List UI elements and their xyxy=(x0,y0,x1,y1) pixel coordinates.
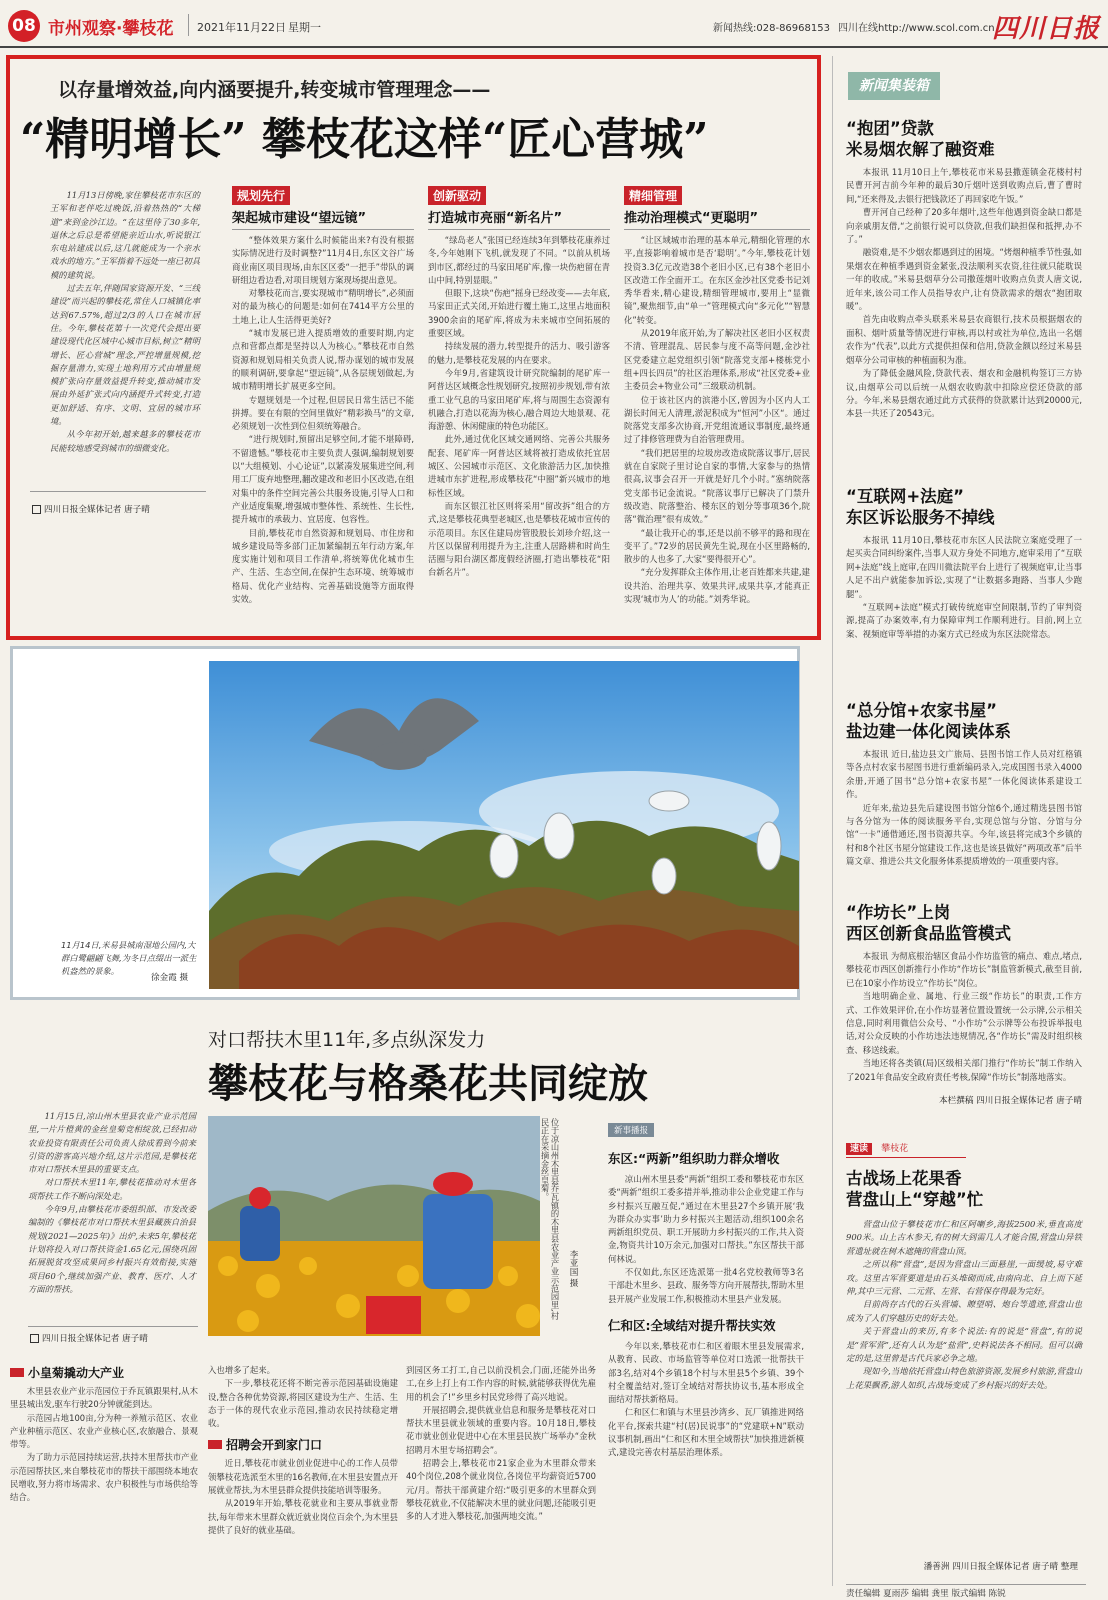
body-para: “进行规划时,预留出足够空间,才能不堪障碍,不留遗憾。”攀枝花市主要负责人强调,编制规划要以“大组模划、小心论证”,以紧凑发展集进空间,利用工厂废弃地整理,翻改建改和老旧小区改造,在组对集中的条件空间完善公共服务设施,引导人口和产业适度集聚,增强城市整体性、系统性、生长性,提升城市的承载力、宜居度、包容性。 xyxy=(232,434,414,525)
body-para: 目前,攀枝花市自然资源和规划局、市住房和城乡建设局等多部门正加紧编制五年行动方案,年度实施计划和项目工作清单,将统筹优化城市生产、生活、生态空间,在保护生态环境、统筹城市格局、优化产业结构、完善基础设施等方面取得实效。 xyxy=(232,527,414,605)
sidebar-item-title-1: “总分馆+农家书屋” xyxy=(846,701,998,720)
body-para: 不仅如此,东区还选派第一批4名党校教师等3名干部赴木里乡、县政、服务等方向开展帮扶,帮助木里县开展产业发展工作,积极推动木里县产业发展。 xyxy=(608,1267,804,1304)
sub2-title: 招聘会开到家门口 xyxy=(226,1438,323,1453)
body-para: 位于该社区内的滨港小区,曾因为小区内人工湖长时间无人清理,淤泥积成为“恒河”小区“。通过院落党支部多次协商,开党组流通议事制度,最终通过了排修管理费为自治管理费用。 xyxy=(624,394,810,445)
section-title: 推动治理模式“更聪明” xyxy=(624,207,810,230)
sidebar-header-tag: 新闻集装箱 xyxy=(848,72,940,100)
sub2-heading xyxy=(208,1436,398,1453)
special-title-2: 营盘山上“穿越”忙 xyxy=(846,1190,984,1209)
third-body xyxy=(406,1364,596,1524)
sidebar-item-body xyxy=(846,950,1082,1092)
lead-section-3 xyxy=(624,185,810,635)
body-para: 木里县农业产业示范园位于乔瓦镇跟果村,从木里县城出发,驱车行驶20分钟就能到达。 xyxy=(10,1386,198,1410)
body-para: 目前尚存古代的石头营墙、瞭望哨、炮台等遗迹,营盘山也成为了人们穿越历史的好去处。 xyxy=(846,1299,1082,1323)
body-para: 当地还将各类镇(局)区级相关部门推行“作坊长”制工作纳入了2021年食品安全政府责任考核,保障“作坊长”制落地落实。 xyxy=(846,1058,1082,1082)
body-para: “充分发挥群众主体作用,让老百姓都来共建,建设共治、治理共享、效果共评,成果共享,才能真正实现‘城市为人’的功能。”刘秀华说。 xyxy=(624,567,810,605)
issue-weekday: 星期一 xyxy=(288,21,321,34)
body-para: 从2019年底开始,为了解决社区老旧小区权责不清、管理混乱、居民参与度不高等问题,金沙社区党委建立起党组织引领“院落党支部+楼栋党小组+四长四员”的社区治理体系,形成“社区党委+业主委员会+物业公司”三级联动机制。 xyxy=(624,328,810,392)
sidebar-byline: 本栏撰稿 四川日报全媒体记者 唐子晴 xyxy=(939,1096,1082,1106)
body-para: 本报讯 为彻底根治辖区食品小作坊监管的痛点、难点,堵点,攀枝花市西区创新推行小作坊“作坊长”制监管新模式,截至目前,已在10家小作坊设立“作坊长”岗位。 xyxy=(846,951,1082,988)
third-column xyxy=(406,1364,596,1600)
newspaper-logo: 四川日报 xyxy=(992,14,1101,44)
header-divider xyxy=(188,14,189,36)
sidebar-item-body xyxy=(846,748,1082,869)
body-para: 曹开河自己经种了20多年烟叶,这些年他遇到资金缺口都是向亲戚朋友借,“之前银行说可以贷款,但我们缺担保和抵押,办不了。” xyxy=(846,207,1082,245)
col4a-body xyxy=(608,1173,804,1306)
section-name: 市州观察·攀枝花 xyxy=(48,19,174,39)
body-para: 入也增多了起来。 xyxy=(208,1365,275,1375)
body-para: 持续发展的潜力,转型提升的活力、吸引游客的魅力,是攀枝花发展的内在要求。 xyxy=(428,341,610,365)
online-url: 四川在线http://www.scol.com.cn xyxy=(838,23,995,34)
body-para: “互联网+法庭”模式打破传统庭审空间限制,节约了审判资源,提高了办案效率,有力保障审判工作顺利进行。目前,网上立案、视频庭审等举措的办案方式已经成为东区法院常态。 xyxy=(846,602,1082,639)
sidebar-item-title-2: 东区诉讼服务不掉线 xyxy=(846,508,995,527)
lead-intro-para: 从今年初开始,越来越多的攀枝花市民能较地感受到城市的细微变化。 xyxy=(50,429,200,453)
body-para: 本报讯 11月10日,攀枝花市东区人民法院立案庭受理了一起买卖合同纠纷案件,当事人双方身处不同地方,庭审采用了“互联网+法庭”线上庭审,在四川微法院平台上进行了视频庭审,让当事人足不出户就能参加诉讼,实现了“让数据多跑路、当事人少跑腿”。 xyxy=(846,535,1082,599)
lead-intro xyxy=(50,189,200,455)
body-para: 融资难,是不少烟农都遇到过的困境。“烤烟种植季节性强,如果烟农在种植季遇到资金紧张,没法顺利买农资,往往就只能耽误一年的收成。”米易县烟草分公司撒莲烟叶收购点负责人唐文说,近年来,该公司工作人员指导农户,让有贷款需求的烟农“抱团取暖”。 xyxy=(846,247,1082,312)
sidebar-item-title-2: 西区创新食品监管模式 xyxy=(846,924,1011,943)
special-item xyxy=(846,1136,1082,1556)
body-para: 关于营盘山的来历,有多个说法:有的说是“营盘”,有的说是“营军营”,还有人认为是“盐营”,史料说法各不相同。但可以确定的是,这里曾是古代兵家必争之地。 xyxy=(846,1326,1082,1364)
body-para: 凉山州木里县委“两新”组织工委和攀枝花市东区委“两新”组织工委多措并举,推动非公企业党建工作与乡村振兴互融互促,“通过在木里县27个乡镇开展‘我为群众办实事’助力乡村振兴主题活动,组织100余名两新组织党员、职工开展助力乡村振兴的工作,共入资金,物资共计10万余元,加强对口帮扶。”东区帮扶干部何林说。 xyxy=(608,1174,804,1264)
body-para: 仁和区仁和镇与木里县沙湾乡、瓦厂镇推进网络化平台,探索共建“村(居)民说事”的“党建联+N”联动议事机制,画出“仁和区和木里全域帮扶”加快推进新模式,建设完善农村基层治理体系。 xyxy=(608,1407,804,1458)
chrysanthemum-photo xyxy=(208,1116,540,1336)
body-para: 而东区银江社区则将采用“留改拆”组合的方式,这是攀枝花典型老城区,也是攀枝花城市宣传的示范项目。东区住建局房管股股长刘珍介绍,这一片区以保留利用提升为主,注重人居路耕和时尚生活圈与阳台湖区都度假经济圈,打造出攀枝花“阳台新名片”。 xyxy=(428,500,610,578)
body-para: 本报讯 11月10日上午,攀枝花市米易县撒莲镇金花楼村村民曹开河吉前今年种的最后30斤烟叶送到收购点后,曹了曹时间,“还来得及,去银行把钱款还了再回家吃午饭。” xyxy=(846,167,1082,204)
body-para: 此外,通过优化区域交通网络、完善公共服务配套、尾矿库一阿普达区域将被打造成依托宜居城区、公园城市示范区、文化旅游活力区,加快推进城市东扩进程,形成攀枝花“中圈”新兴城市的地标性区域。 xyxy=(428,434,610,498)
page-number-badge: 08 xyxy=(8,10,40,42)
body-para: 现如今,当地依托营盘山特色旅游资源,发展乡村旅游,营盘山上花果飘香,游人如织,古战场变成了乡村振兴的好去处。 xyxy=(846,1366,1082,1390)
body-para: 之所以称“营盘”,是因为营盘山三面悬崖,一面缓坡,易守难攻。这里古军营要道是由石头堆砌而成,由南向北、自上而下延伸,其中三元营、二元营、左营、右营保存得最为完好。 xyxy=(846,1259,1082,1297)
sub1-block xyxy=(10,1364,198,1600)
lead-intro-para: 过去五年,伴随国家资源开发、“三线建设”而兴起的攀枝花,常住人口城镇化率达到67.57%,超过2/3的人口在城市居住。今年,攀枝花第十一次党代会提出要建设现代化区域中心城市目标,树立“精明增长、匠心营城”理念,严控增量规模,挖掘存量潜力,实现土地利用方式由增量规模扩张向存量效益提升转变,推动城市发展由外延扩张式向内涵提升式转变,打造更加舒适、有序、文明、宜居的城市环境。 xyxy=(50,283,200,427)
sidebar-item-2 xyxy=(846,486,1082,678)
story2-headline: 攀枝花与格桑花共同绽放 xyxy=(208,1060,648,1107)
sidebar-item-1 xyxy=(846,118,1082,468)
story2-kicker: 对口帮扶木里11年,多点纵深发力 xyxy=(208,1029,486,1051)
body-para: 但眼下,这块“伤疤”摇身已经改变——去年底,马家田正式关闭,开始进行覆土施工,这里占地面积3900余亩的尾矿库,将成为未来城市空间拓展的重要区域。 xyxy=(428,288,610,339)
lead-intro-para: 11月13日傍晚,家住攀枝花市东区的王军和老伴吃过晚饭,沿着热热的“大梯道”来到金沙江边。“在这里待了30多年,退休之后总是希望能亲近山水,听说银江东电站建成以后,这几就能成为一个亲水戏水的地方。”王军指着不远处一座已初具模的建筑说。 xyxy=(50,190,200,280)
sidebar-item-title-2: 米易烟农解了融资难 xyxy=(846,140,995,159)
sidebar-item-4 xyxy=(846,902,1082,1114)
section-tag: 精细管理 xyxy=(624,186,682,205)
body-para: “让区域城市治理的基本单元,精细化管理的水平,直接影响着城市是否‘聪明’。”今年,攀枝花计划投资3.3亿元改造38个老旧小区,已有38个老旧小区改造工作全面开工。在东区金沙社区党委书记刘秀华看来,精心建设,精细管理城市,要用上“显微镜”,聚焦细节,由“单一”管理模式向“多元化”“智慧化”转变。 xyxy=(624,235,810,325)
intro-para: 今年9月,由攀枝花市委组织部、市发改委编制的《攀枝花市对口帮扶木里县藏族自治县规划(2021—2025年)》出炉,未来5年,攀枝花计划将投入对口帮扶资金1.65亿元,围绕巩固拓展脱贫攻坚成果同乡村振兴有效衔接,实施项目60个,继续加强产业、教育、医疗、人才方面的帮扶。 xyxy=(28,1204,196,1294)
section-tag: 创新驱动 xyxy=(428,186,486,205)
special-tag: 速读 xyxy=(846,1143,872,1155)
story2-intro xyxy=(28,1110,196,1325)
body-para: 为了降低金融风险,贷款代表、烟农和金融机构签订三方协议,由烟草公司以后统一从烟农收购款中扣除应偿还贷款的部分。今年,米易县烟农通过此方式获得的贷款累计达到20000元,本县一共还了20543元。 xyxy=(846,368,1082,419)
body-para: 对攀枝花而言,要实现城市“精明增长”,必须面对的最为核心的问题是:如何在7414平方公里的土地上,让人生活得更美好? xyxy=(232,288,414,325)
body-para: 从2019年开始,攀枝花就业和主要从事就业帮扶,每年带来木里群众就近就业岗位百余个,为木里县提供了良好的就业基础。 xyxy=(208,1498,398,1535)
lead-kicker: 以存量增效益,向内涵要提升,转变城市管理理念—— xyxy=(58,79,491,101)
page-footer: 责任编辑 夏雨莎 编辑 龚里 版式编辑 陈锐 xyxy=(846,1584,1086,1599)
sub1-body xyxy=(10,1385,198,1505)
sub1-title: 小皇菊撬动大产业 xyxy=(28,1366,125,1380)
sidebar-item-title-1: “抱团”贷款 xyxy=(846,119,934,138)
lead-story-box xyxy=(6,55,821,640)
body-para: “我们把居里的垃圾房改造成院落议事厅,居民就在自家院子里讨论自家的事情,大家参与的热情很高,议事会召开一开就是好几个小时。”塞纳院落党支部书记金流说。“院落议事厅已解决了门禁升级改造、院落整治、楼东区的划分等事项36个,院落“微治理”很有成效。” xyxy=(624,447,810,525)
special-title-1: 古战场上花果香 xyxy=(846,1169,962,1188)
body-para: 到园区务工打工,自己以前没机会,门面,还能外出务工,在乡上打上有工作内容的时候,就能够获得优先雇用的机会了!”乡里乡村民党珍得了高兴地说。 xyxy=(406,1365,596,1402)
special-byline: 潘善洲 四川日报全媒体记者 唐子晴 整理 xyxy=(923,1562,1078,1572)
body-para: 开展招聘会,提供就业信息和服务是攀枝花对口帮扶木里县就业领域的重要内容。10月18日,攀枝花市就业创业促进中心在木里县民族广场举办“金秋招聘月木里专场招聘会”。 xyxy=(406,1404,596,1455)
body-para: 为了助力示范园持续运营,扶持木里帮扶市产业示范园帮扶区,来自攀枝花市的帮扶干部围绕本地农民增收,努力将市场需求、农户积极性与市场供给等结合。 xyxy=(10,1452,198,1503)
photo-frame xyxy=(10,646,800,1000)
special-body xyxy=(846,1218,1082,1392)
section-body xyxy=(624,234,810,606)
page-header xyxy=(0,0,1108,48)
intro-para: 对口帮扶木里11年,攀枝花推动对木里各项帮扶工作不断向深处走。 xyxy=(28,1177,196,1201)
sub1-heading xyxy=(10,1364,198,1381)
mid-body xyxy=(208,1364,398,1430)
story2-byline: 四川日报全媒体记者 唐子晴 xyxy=(30,1332,148,1344)
body-para: 近年来,盐边县先后建设图书馆分馆6个,通过精选县图书馆与各分馆为一体的阅读服务平台,实现总馆与分馆、分馆与分馆“一卡”通借通还,图书资源共享。今年,该县将完成3个乡镇的村和8个社区书屋分馆建设工作,这也是该县做好“两项改革”后半篇文章、推进公共文化服务体系提质增效的一项重要内容。 xyxy=(846,802,1082,867)
sub2-body xyxy=(208,1457,398,1537)
special-tag-2: 攀枝花 xyxy=(881,1144,909,1154)
lead-section-2 xyxy=(428,185,610,635)
issue-date: 2021年11月22日 xyxy=(197,21,286,34)
body-para: 今年以来,攀枝花市仁和区着眼木里县发展需求,从教育、民政、市场监管等单位对口选派一批帮扶干部3名,结对4个乡镇18个村与木里县5个乡镇、39个村全覆盖结对,签订全域结对帮扶协议书,基本形成全面结对帮扶新格局。 xyxy=(608,1340,804,1405)
body-para: “绿岛老人”张国已经连续3年到攀枝花康养过冬,今年她刚下飞机,就发现了不同。“以前从机场到市区,都经过的马家田尾矿库,像一块伤疤留在青山中间,特别显眼。” xyxy=(428,235,610,285)
body-para: 招聘会上,攀枝花市21家企业为木里群众带来40个岗位,208个就业岗位,各岗位平均薪资近5700元/月。帮扶干部黄建介绍:“吸引更多的木里群众到攀枝花就业,不仅能解决木里的就业问题,还能吸引更多的人才进入攀枝花,加强两地交流。” xyxy=(406,1458,596,1522)
section-body xyxy=(232,234,414,606)
col4b-title: 仁和区:全域结对提升帮扶实效 xyxy=(608,1317,776,1333)
body-para: 当地明确企业、属地、行业三级“作坊长”的职责,工作方式、工作效果评价,在小作坊显著位置设置统一公示牌,公示相关信息,同时利用微信公众号、“小作坊”公示牌等公布投诉举报电话,对公众反映的小作坊违法违规情况,各“作坊长”需及时组织核查、移送线索。 xyxy=(846,991,1082,1055)
lead-headline: “精明增长” 攀枝花这样“匠心营城” xyxy=(20,114,709,165)
lead-byline: 四川日报全媒体记者 唐子晴 xyxy=(32,503,150,515)
sidebar-item-3 xyxy=(846,700,1082,880)
story2-rule xyxy=(28,1326,198,1327)
photo2-caption: 位于凉山州木里县乔瓦镇的木里县农业产业示范园里,村民正在采摘金丝皇菊。 xyxy=(540,1118,560,1320)
body-para: “整体效果方案什么时候能出来?有没有根据实际情况进行及时调整?”11月4日,东区文谷广场商业南区项目现场,由东区区委“一把手”带队的调研组边看边看,对项目规划方案现场提出意见。 xyxy=(232,235,414,285)
lead-section-1 xyxy=(232,185,414,635)
body-para: “最让我开心的事,还是以前不够平的路和现在变平了。”72岁的居民黄先生说,现在小区里路畅的,散步的人也多了,大家“要得很开心”。 xyxy=(624,527,810,565)
body-para: 示范园占地100亩,分为种一养殖示范区、农业产业种植示范区、农业产业核心区,农旅融合、景观带等。 xyxy=(10,1412,198,1450)
body-para: 近日,攀枝花市就业创业促进中心的工作人员带领攀枝花选派至木里的16名教师,在木里县安置点开展就业帮扶,为木里县群众提供技能培训等服务。 xyxy=(208,1458,398,1496)
news-flash-tag: 新事播报 xyxy=(608,1123,654,1137)
intro-rule xyxy=(30,491,206,492)
body-para: “城市发展已进入提质增效的重要时期,内定点和营都点都是坚持以人为核心。”攀枝花市自然资源和规划局相关负责人说,帮办谋划的城市发展的顺利调研,要拿起“望远镜”,从各层规划做起,为城市精明增长扩展更多空间。 xyxy=(232,328,414,392)
sidebar-item-title-2: 盐边建一体化阅读体系 xyxy=(846,722,1011,741)
body-para: 今年9月,省建筑设计研究院编制的尾矿库一阿普达区域概念性规划研究,按照初步规划,带有浓重工业气息的马家田尾矿库,将与周围生态资源有机融合,打造以花海为核心,融合周边大地景观、花海游憩、休闲健康的特色功能区。 xyxy=(428,367,610,432)
section-tag: 规划先行 xyxy=(232,186,290,205)
photo-caption: 11月14日,米易县城南湿地公园内,大群白鹭翩翩飞舞,为冬日点缀出一派生机盎然的景象。 xyxy=(61,940,197,976)
body-para: 首先由收购点牵头联系米易县农商银行,技术员根据烟农的面积、烟叶质量等情况进行审核,再以村或社为单位,选出一名烟农作为“代表”,以此方式提供担保和信用,贷款金额以经过米易县烟草分公司审核的种植面积为准。 xyxy=(846,314,1082,365)
intro-para: 11月15日,凉山州木里县农业产业示范园里,一片片橙黄的金丝皇菊竞相绽放,已经扣动农业投资有限责任公司负责人徐成看到今前来引资的游客高兴地介绍,这片示范园,是攀枝花市对口帮扶木里县的重要支点。 xyxy=(28,1111,196,1175)
special-tag-row xyxy=(846,1136,966,1158)
body-para: 本报讯 近日,盐边县文广旅局、县图书馆工作人员对红格镇等各点村农家书屋图书进行重新编码录入,完成国图书录入4000余册,开通了国书“总分馆+农家书屋”一体化阅读体系建设工作。 xyxy=(846,749,1082,800)
section-body xyxy=(428,234,610,580)
story2-right-column xyxy=(608,1118,804,1600)
sidebar-rule xyxy=(832,56,833,1586)
sidebar-item-title-1: “互联网+法庭” xyxy=(846,487,965,506)
sidebar-item-body xyxy=(846,534,1082,641)
col4b-body xyxy=(608,1340,804,1460)
mid-column xyxy=(208,1364,398,1600)
photo2-credit: 李亚国 摄 xyxy=(568,1250,578,1288)
body-para: 专题规划是一个过程,但居民日常生活已不能拼搏。要在有限的空间里做好“精彩换马”的文章,必须规划一次性到位但须统筹融合。 xyxy=(232,394,414,432)
section-title: 打造城市亮丽“新名片” xyxy=(428,207,610,230)
body-para: 营盘山位于攀枝花市仁和区阿喇乡,海拔2500米,垂直高度900米。山上古木参天,有的树大到需几人才能合围,营盘山异铁营遗址就在树木遮掩的营盘山顶。 xyxy=(846,1219,1082,1256)
col4a-title: 东区:“两新”组织助力群众增收 xyxy=(608,1151,780,1166)
news-hotline: 新闻热线:028-86968153 xyxy=(713,23,830,34)
body-para: 下一步,攀枝花还将不断完善示范园基础设施建设,整合各种优势资源,将园区建设为生产、生活、生态于一体的现代农业示范园,推动农民持续稳定增收。 xyxy=(208,1378,398,1429)
egret-photo xyxy=(209,661,799,989)
sidebar-item-title-1: “作坊长”上岗 xyxy=(846,903,951,922)
sidebar-item-body xyxy=(846,166,1082,421)
photo-credit: 徐金霞 摄 xyxy=(151,973,189,983)
section-title: 架起城市建设“望远镜” xyxy=(232,207,414,230)
